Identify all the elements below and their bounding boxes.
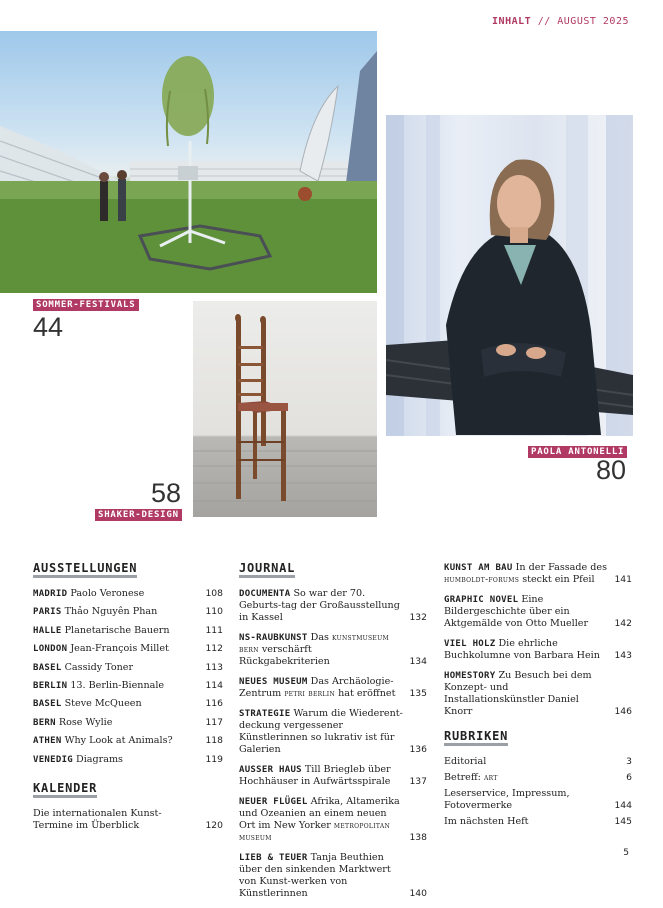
toc-entry[interactable] [239,676,427,700]
entry-title: Steve McQueen [64,698,142,710]
entry-keyword: NEUES MUSEUM [239,677,308,687]
entry-page: 132 [409,612,427,623]
rooftop-illustration [0,31,377,293]
entry-description: Till Briegleb über Hochhäuser in Aufwärtsspirale [239,764,391,787]
entry-text [239,676,409,700]
entry-text [33,680,205,692]
entry-title: Rose Wylie [58,716,113,728]
entry-description: Die ehrliche Buchkolumne von Barbara Hein [444,638,600,661]
entry-city: LONDON [33,644,68,655]
entry-institution: kunstmuseum bern [239,633,389,655]
entry-description-end: steckt ein Pfeil [522,574,595,585]
column-kolumnen [444,562,632,832]
entry-description: Editorial [444,756,487,767]
entry-page: 119 [205,753,223,765]
heading-journal: JOURNAL [239,562,295,578]
entry-institution: petri berlin [284,689,335,699]
toc-entry[interactable] [33,735,223,747]
entry-text [444,756,626,768]
entry-description: Zu Besuch bei dem Konzept- und Installationskünstler Daniel Knorr [444,670,592,717]
entry-keyword: AUSSER HAUS [239,765,302,775]
entry-institution: humboldt-forums [444,575,520,585]
entry-keyword: GRAPHIC NOVEL [444,595,519,605]
toc-entry[interactable] [239,796,427,844]
entry-title: Why Look at Animals? [64,735,173,747]
toc-entry[interactable] [33,643,223,655]
photo-shaker-chair [193,301,377,517]
entry-title: Paolo Veronese [70,588,145,599]
journal-list [239,588,427,900]
kalender-page: 120 [205,819,223,831]
toc-entry[interactable] [33,754,223,766]
entry-text [33,698,205,710]
entry-city: BASEL [33,662,62,673]
toc-entry[interactable] [33,625,223,637]
entry-text [444,562,614,586]
entry-description: Afrika, Altamerika und Ozeanien an einem neuen Ort im New Yorker [239,796,400,831]
entry-keyword: NEUER FLÜGEL [239,797,308,807]
kalender-text: Die internationalen Kunst-Termine im Überblick [33,807,162,831]
entry-city: HALLE [33,625,62,636]
entry-city: ATHEN [33,736,62,747]
feature-tag-shaker-design: SHAKER-DESIGN [95,509,182,521]
toc-entry[interactable] [33,698,223,710]
feature-tag-sommer-festivals: SOMMER-FESTIVALS [33,299,139,311]
entry-keyword: STRATEGIE [239,709,291,719]
entry-page: 114 [205,679,223,691]
header-separator: // [537,16,551,27]
portrait-illustration [386,115,633,436]
entry-text [444,594,614,630]
toc-entry[interactable] [33,680,223,692]
heading-kalender: KALENDER [33,782,97,798]
entry-city: VENEDIG [33,754,74,765]
toc-entry[interactable] [444,562,632,586]
entry-description: Das [310,632,329,643]
entry-city: BERLIN [33,680,68,691]
entry-text [239,588,409,624]
column-ausstellungen [33,562,223,838]
entry-page: 108 [205,588,223,599]
feature-page-44[interactable]: 44 [33,312,64,342]
toc-entry[interactable] [239,588,427,624]
entry-page: 112 [205,643,223,655]
entry-institution: metropolitan museum [239,821,391,843]
entry-keyword: LIEB & TEUER [239,853,308,863]
entry-title: 13. Berlin-Biennale [70,679,165,691]
entry-description: Das Archäologie-Zentrum [239,676,394,699]
header-date: AUGUST 2025 [557,16,629,27]
entry-page: 135 [409,688,427,699]
entry-text [444,788,614,812]
rubriken-list [444,756,632,828]
entry-text [33,588,205,600]
entry-title: Jean-François Millet [70,643,169,655]
entry-text [33,643,205,655]
toc-entry[interactable] [239,764,427,788]
entry-keyword: NS-RAUBKUNST [239,633,308,643]
toc-entry[interactable] [444,670,632,718]
toc-entry[interactable] [33,662,223,674]
entry-title: Thảo Nguyên Phan [64,606,158,618]
toc-entry[interactable] [33,717,223,729]
entry-page: 141 [614,574,632,585]
entry-keyword: HOMESTORY [444,671,496,681]
entry-page: 118 [205,735,223,747]
entry-text [33,717,205,729]
entry-text [33,754,205,766]
entry-keyword: VIEL HOLZ [444,639,496,649]
entry-text [444,638,614,662]
entry-description: Eine Bildergeschichte über ein Aktgemälde von Otto Mueller [444,594,589,629]
entry-city: PARIS [33,607,62,618]
entry-page: 138 [409,832,427,843]
entry-text [444,816,614,828]
entry-text [239,708,409,756]
entry-page: 113 [205,661,223,673]
photo-rooftop-installation [0,31,377,293]
toc-entry[interactable] [444,788,632,812]
heading-ausstellungen: AUSSTELLUNGEN [33,562,137,578]
entry-page: 137 [409,776,427,787]
toc-entry[interactable] [239,852,427,900]
toc-entry[interactable] [444,816,632,828]
entry-page: 145 [614,816,632,827]
entry-title: Cassidy Toner [64,661,134,673]
photo-portrait-antonelli [386,115,633,436]
entry-page: 3 [626,756,632,767]
page-header [492,16,629,27]
entry-keyword: DOCUMENTA [239,589,291,599]
kolumnen-list [444,562,632,718]
entry-text [444,772,626,784]
entry-page: 116 [205,698,223,710]
entry-city: MADRID [33,589,68,599]
entry-text [239,632,409,668]
entry-page: 111 [205,624,223,636]
entry-page: 143 [614,650,632,661]
entry-page: 142 [614,618,632,629]
toc-entry[interactable] [444,594,632,630]
feature-tag-paola-antonelli: PAOLA ANTONELLI [528,446,627,458]
entry-page: 6 [626,772,632,783]
entry-institution: art [483,773,498,783]
entry-page: 110 [205,606,223,618]
entry-city: BASEL [33,699,62,710]
column-journal [239,562,427,908]
entry-keyword: KUNST AM BAU [444,563,513,573]
entry-description: In der Fassade des [515,562,607,573]
entry-text [33,662,205,674]
entry-text [33,735,205,747]
entry-description: Leserservice, Impressum, Fotovermerke [444,788,570,811]
toc-entry[interactable] [33,588,223,600]
entry-page: 134 [409,656,427,667]
header-section: INHALT [492,16,532,27]
kalender-entry[interactable] [33,808,223,832]
feature-page-58[interactable]: 58 [151,478,182,508]
toc-entry[interactable] [239,632,427,668]
toc-entry[interactable] [33,606,223,618]
entry-description: Warum die Wiederent-deckung vergessener Künstlerinnen so lukrativ ist für Galerien [239,708,403,755]
entry-text [444,670,614,718]
entry-city: BERN [33,717,56,728]
entry-page: 136 [409,744,427,755]
chair-illustration [193,301,377,517]
entry-text [33,606,205,618]
toc-entry[interactable] [444,756,632,768]
entry-page: 144 [614,800,632,811]
entry-title: Diagrams [76,753,123,765]
page-folio: 5 [623,848,629,858]
entry-description: Betreff: [444,772,481,783]
entry-text [239,852,409,900]
entry-description: So war der 70. Geburts-tag der Großausstellung in Kassel [239,588,400,623]
feature-page-80[interactable]: 80 [596,455,627,485]
entry-page: 117 [205,716,223,728]
toc-entry[interactable] [239,708,427,756]
entry-description: Tanja Beuthien über den sinkenden Marktwert von Kunst-werken von Künstlerinnen [239,852,391,899]
toc-entry[interactable] [444,772,632,784]
ausstellungen-list [33,588,223,766]
entry-text [239,796,409,844]
entry-description-end: verschärft Rückgabekriterien [239,644,330,667]
entry-description: Im nächsten Heft [444,816,529,827]
entry-page: 146 [614,706,632,717]
entry-text [33,625,205,637]
toc-entry[interactable] [444,638,632,662]
entry-title: Planetarische Bauern [64,624,170,636]
entry-page: 140 [409,888,427,899]
entry-description-end: hat eröffnet [338,688,396,699]
entry-text [239,764,409,788]
heading-rubriken: RUBRIKEN [444,730,508,746]
